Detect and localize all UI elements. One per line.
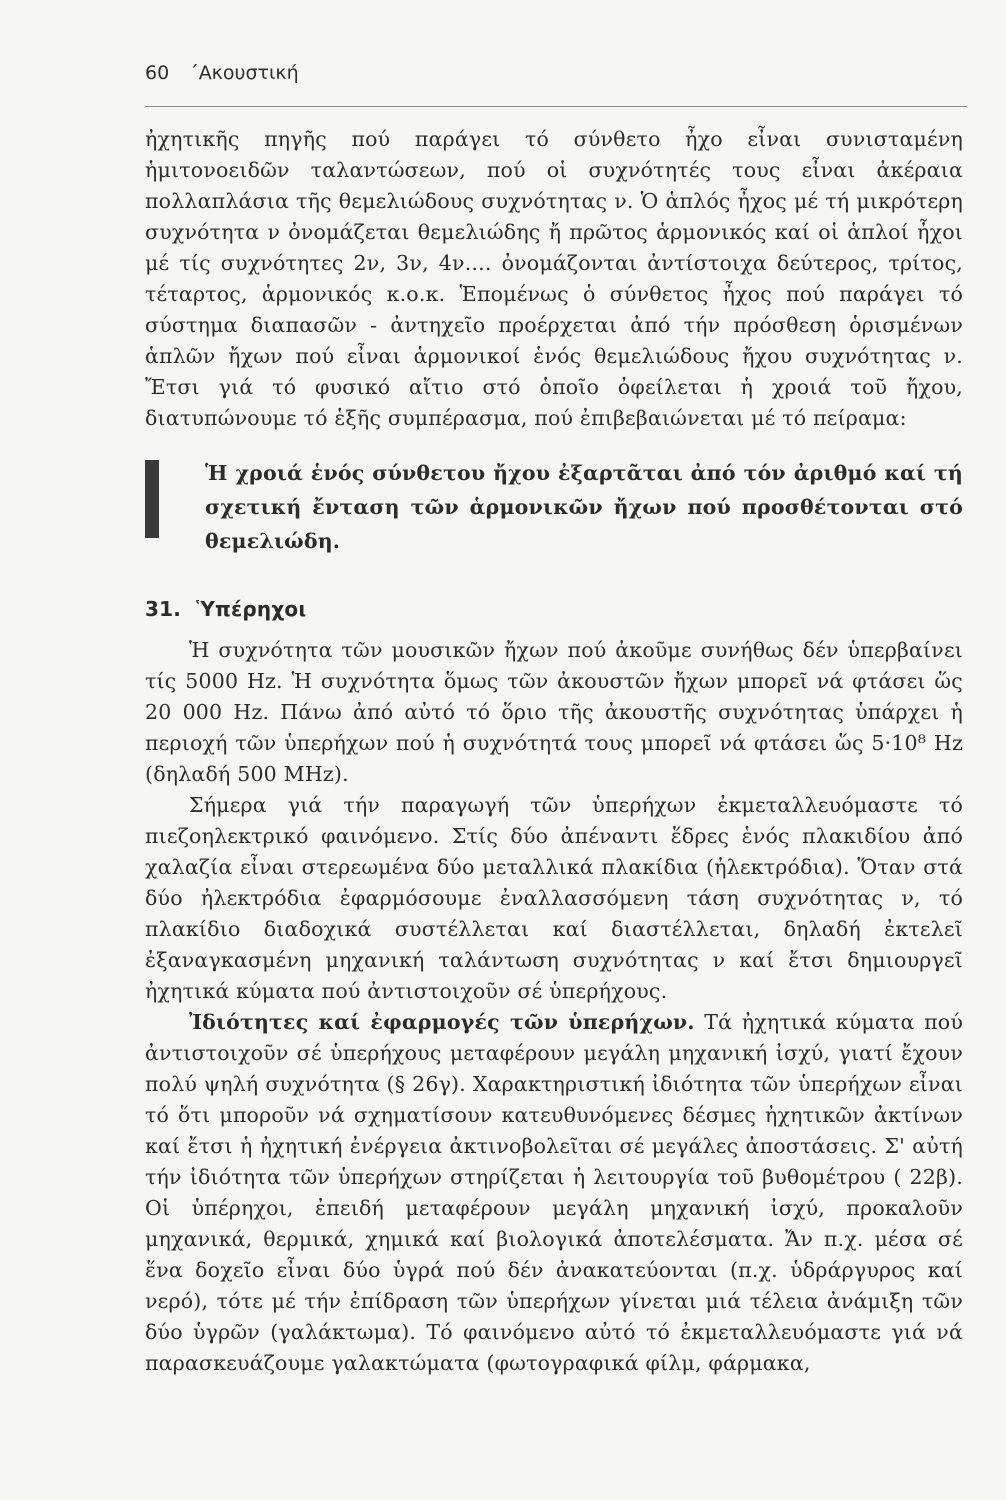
paragraph-lead: Ἰδιότητες καί ἐφαρμογές τῶν ὑπερήχων. [189, 1010, 695, 1034]
key-statement [145, 456, 963, 558]
paragraph-continuation: ἠχητικῆς πηγῆς πού παράγει τό σύνθετο ἦχο εἶναι συνισταμένη ἡμιτονοειδῶν ταλαντώσεων, πού οἱ συχνότητές τους εἶναι ἀκέραια πολλαπλάσια τῆς θεμελιώδους συχνότητας ν. Ὁ ἁπλός ἦχος μέ τή μικρότερη συχνότητα ν ὀνομάζεται θεμελιώδης ἤ πρῶτος ἁρμονικός καί οἱ ἁπλοί ἦχοι μέ τίς συχνότητες 2ν, 3ν, 4ν.... ὀνομάζονται ἀντίστοιχα δεύτερος, τρίτος, τέταρτος, ἁρμονικός κ.ο.κ. Ἑπομένως ὁ σύνθετος ἦχος πού παράγει τό σύστημα διαπασῶν - ἀντηχεῖο προέρχεται ἀπό τήν πρόσθεση ὁρισμένων ἁπλῶν ἤχων πού εἶναι ἁρμονικοί ἑνός θεμελιώδους ἤχου συχνότητας ν. Ἔτσι γιά τό φυσικό αἴτιο στό ὁποῖο ὀφείλεται ἡ χροιά τοῦ ἤχου, διατυπώνουμε τό ἑξῆς συμπέρασμα, πού ἐπιβεβαιώνεται μέ τό πείραμα: [145, 127, 963, 430]
page-body [145, 124, 963, 1379]
section-heading [145, 594, 963, 625]
page-number: 60 [145, 62, 170, 84]
header-rule [145, 106, 967, 107]
key-statement-text: Ἡ χροιά ἑνός σύνθετου ἤχου ἐξαρτᾶται ἀπό τόν ἀριθμό καί τή σχετική ἔνταση τῶν ἁρμονικῶν ἤχων πού προσθέτονται στό θεμελιώδη. [205, 461, 963, 553]
paragraph-piezo: Σήμερα γιά τήν παραγωγή τῶν ὑπερήχων ἐκμεταλλευόμαστε τό πιεζοηλεκτρικό φαινόμενο. Στίς δύο ἀπέναντι ἕδρες ἑνός πλακιδίου ἀπό χαλαζία εἶναι στερεωμένα δύο μεταλλικά πλακίδια (ἠλεκτρόδια). Ὅταν στά δύο ἠλεκτρόδια ἐφαρμόσουμε ἐναλλασσόμενη τάση συχνότητας ν, τό πλακίδιο διαδοχικά συστέλλεται καί διαστέλλεται, δηλαδή ἐκτελεῖ ἐξαναγκασμένη μηχανική ταλάντωση συχνότητας ν καί ἔτσι δημιουργεῖ ἠχητικά κύματα πού ἀντιστοιχοῦν σέ ὑπερήχους. [145, 793, 963, 1003]
section-title: Ὑπέρηχοι [196, 597, 307, 621]
running-title: ΄Ακουστική [189, 62, 299, 84]
emphasis-bar [145, 460, 159, 538]
section-number: 31. [145, 597, 182, 621]
page-header [145, 62, 965, 84]
paragraph-applications-text: Τά ἠχητικά κύματα πού ἀντιστοιχοῦν σέ ὑπερήχους μεταφέρουν μεγάλη μηχανική ἰσχύ, γιατί ἔχουν πολύ ψηλή συχνότητα (§ 26γ). Χαρακτηριστική ἰδιότητα τῶν ὑπερήχων εἶναι τό ὅτι μποροῦν νά σχηματίσουν κατευθυνόμενες δέσμες ἠχητικῶν ἀκτίνων καί ἔτσι ἡ ἠχητική ἐνέργεια ἀκτινοβολεῖται σέ μεγάλες ἀποστάσεις. Σ' αὐτή τήν ἰδιότητα τῶν ὑπερήχων στηρίζεται ἡ λειτουργία τοῦ βυθομέτρου ( 22β). Οἱ ὑπέρηχοι, ἐπειδή μεταφέρουν μεγάλη μηχανική ἰσχύ, προκαλοῦν μηχανικά, θερμικά, χημικά καί βιολογικά ἀποτελέσματα. Ἄν π.χ. μέσα σέ ἕνα δοχεῖο εἶναι δύο ὑγρά πού δέν ἀνακατεύονται (π.χ. ὑδράργυρος καί νερό), τότε μέ τήν ἐπίδραση τῶν ὑπερήχων γίνεται μιά τέλεια ἀνάμιξη τῶν δύο ὑγρῶν (γαλάκτωμα). Τό φαινόμενο αὐτό τό ἐκμεταλλευόμαστε γιά νά παρασκευάζουμε γαλακτώματα (φωτογραφικά φίλμ, φάρμακα, [145, 1010, 963, 1375]
paragraph-frequency: Ἡ συχνότητα τῶν μουσικῶν ἤχων πού ἀκοῦμε συνήθως δέν ὑπερβαίνει τίς 5000 Hz. Ἡ συχνότητα ὅμως τῶν ἀκουστῶν ἤχων μπορεῖ νά φτάσει ὥς 20 000 Hz. Πάνω ἀπό αὐτό τό ὅριο τῆς ἀκουστῆς συχνότητας ὑπάρχει ἡ περιοχή τῶν ὑπερήχων πού ἡ συχνότητά τους μπορεῖ νά φτάσει ὥς 5·10⁸ Hz (δηλαδή 500 MHz). [145, 638, 963, 786]
paragraph-applications [145, 1007, 963, 1379]
